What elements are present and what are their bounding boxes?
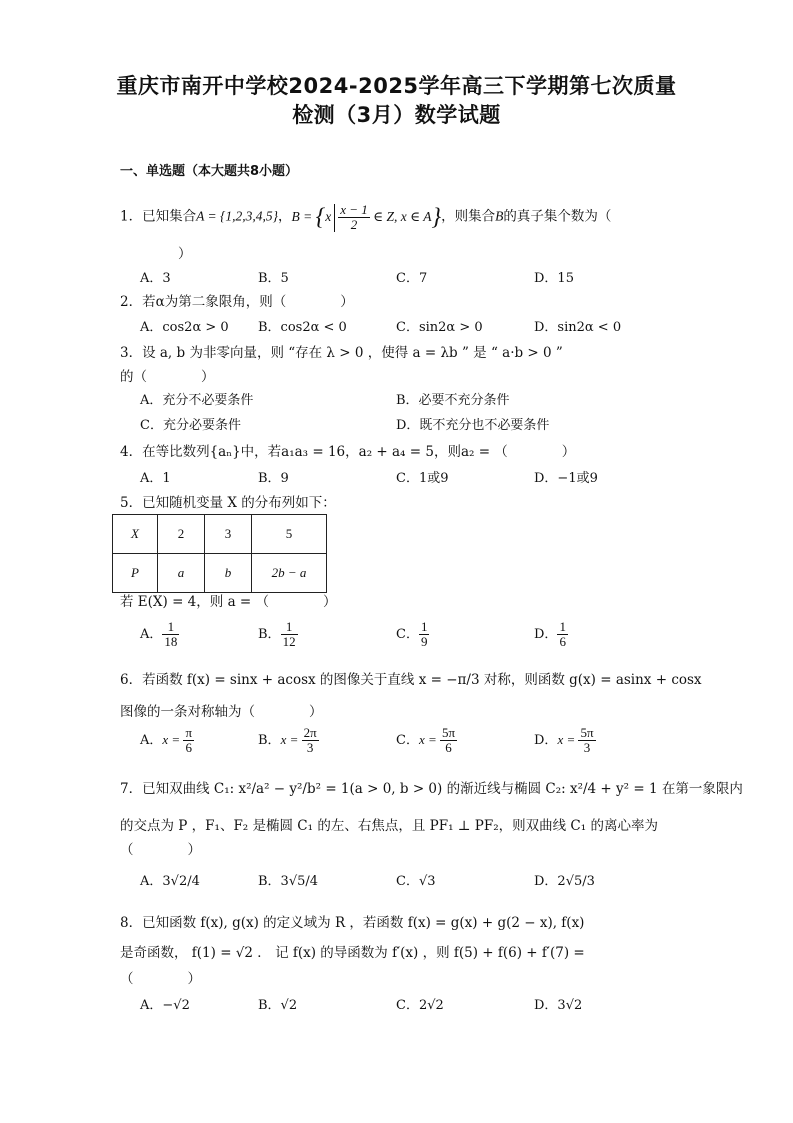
option-a: A．−√2 <box>140 998 190 1013</box>
frac-num: 5π <box>580 725 594 740</box>
frac-den: 6 <box>559 634 566 649</box>
question-number: 1． <box>120 208 143 225</box>
option-label: C． <box>396 627 419 642</box>
question-7-close: （ ） <box>120 842 201 858</box>
frac-den: 3 <box>583 740 591 755</box>
question-5: 5．已知随机变量 X 的分布列如下： <box>120 495 336 511</box>
option-a: A．3 <box>140 271 171 286</box>
frac-num: 1 <box>559 619 566 634</box>
exam-title-line1: 重庆市南开中学校2024-2025学年高三下学期第七次质量 <box>116 74 677 98</box>
question-8-cont: 是奇函数， f(1) = √2 ． 记 f(x) 的导函数为 f′(x) ，则 f(5) + f(6) + f′(7) = <box>120 945 585 961</box>
table-row <box>113 515 327 554</box>
table-cell: 2b − a <box>252 554 327 593</box>
option-b <box>258 620 298 649</box>
option-d: D．−1或9 <box>534 471 598 486</box>
option-c: C．√3 <box>396 874 436 889</box>
option-b: B．9 <box>258 471 289 486</box>
question-6-cont: 图像的一条对称轴为（ ） <box>120 704 323 720</box>
table-cell: X <box>113 515 158 554</box>
question-7-cont: 的交点为 P ，F₁、F₂ 是椭圆 C₁ 的左、右焦点，且 PF₁ ⊥ PF₂，则双曲线 C₁ 的离心率为 <box>120 818 658 834</box>
option-label: C． <box>396 733 419 748</box>
option-a: A．3√2/4 <box>140 874 200 889</box>
option-d: D．sin2α < 0 <box>534 320 622 335</box>
option-d: D．x = $\frac{5\pi}{3}$ <box>534 725 594 755</box>
set-a-expr: A = {1,2,3,4,5} <box>196 208 279 224</box>
question-1: 1．已知集合A = {1,2,3,4,5}，B = {x $\frac{x - 1}{2}$ ∈ Z, x ∈ A}，则集合B的真子集个数为（ <box>120 202 612 232</box>
question-5-cont: 若 E(X) = 4，则 a = （ ） <box>120 594 337 610</box>
option-d <box>534 620 568 649</box>
option-a <box>140 620 179 649</box>
option-d: D．既不充分也不必要条件 <box>396 418 550 433</box>
option-a: A．x = $\frac{\pi}{6}$ <box>140 725 193 755</box>
option-c <box>396 620 429 649</box>
table-cell: 2 <box>158 515 205 554</box>
option-b: B．cos2α < 0 <box>258 320 347 335</box>
question-4: 4．在等比数列{aₙ}中，若a₁a₃ = 16，a₂ + a₄ = 5，则a₂ = （ ） <box>120 444 576 460</box>
option-c: C．充分必要条件 <box>140 418 241 433</box>
question-2: 2．若α为第二象限角，则（ ） <box>120 294 354 310</box>
option-label: B． <box>258 627 281 642</box>
set-b-name: B <box>495 208 504 224</box>
frac-den: 18 <box>164 634 178 649</box>
option-label: B． <box>258 733 281 748</box>
option-d: D．3√2 <box>534 998 583 1013</box>
option-a: A．1 <box>140 471 171 486</box>
question-8-close: （ ） <box>120 971 201 987</box>
question-3-cont: 的（ ） <box>120 369 215 385</box>
frac-den: 6 <box>185 740 192 755</box>
option-c: C．x = $\frac{5\pi}{6}$ <box>396 725 456 755</box>
question-3: 3．设 a, b 为非零向量，则 “存在 λ > 0 ，使得 a = λb ” 是 “ a·b > 0 ” <box>120 345 563 361</box>
frac-den: 6 <box>445 740 452 755</box>
option-a: A．cos2α > 0 <box>140 320 229 335</box>
question-7: 7．已知双曲线 C₁: x²/a² − y²/b² = 1(a > 0, b > 0) 的渐近线与椭圆 C₂: x²/4 + y² = 1 在第一象限内 <box>120 781 743 797</box>
question-text: ，则集合 <box>441 208 496 225</box>
option-b: B．5 <box>258 271 289 286</box>
frac-num: 5π <box>442 725 456 740</box>
table-row <box>113 554 327 593</box>
option-b: B．x = $\frac{2\pi}{3}$ <box>258 725 317 755</box>
set-b-expr: B = {x $\frac{x - 1}{2}$ ∈ Z, x ∈ A} <box>291 202 442 232</box>
section-heading: 一、单选题（本大题共8小题） <box>120 164 299 179</box>
option-d: D．15 <box>534 271 574 286</box>
table-cell: a <box>158 554 205 593</box>
option-c: C．1或9 <box>396 471 449 486</box>
question-8: 8．已知函数 f(x), g(x) 的定义域为 R ，若函数 f(x) = g(x) + g(2 − x), f(x) <box>120 915 585 931</box>
table-cell: P <box>113 554 158 593</box>
frac-num: 1 <box>281 620 298 635</box>
frac-num: 1 <box>162 620 179 635</box>
question-6: 6．若函数 f(x) = sinx + acosx 的图像关于直线 x = −π/3 对称，则函数 g(x) = asinx + cosx <box>120 672 702 688</box>
frac-den: 12 <box>282 634 296 649</box>
frac-den: 9 <box>420 634 428 649</box>
option-label: D． <box>534 627 558 642</box>
option-d: D．2√5/3 <box>534 874 595 889</box>
question-text: 的真子集个数为（ <box>503 208 612 225</box>
table-cell: b <box>205 554 252 593</box>
option-c: C．sin2α > 0 <box>396 320 483 335</box>
exam-title-line2: 检测（3月）数学试题 <box>292 103 501 127</box>
option-a: A．充分不必要条件 <box>140 393 254 408</box>
table-cell: 5 <box>252 515 327 554</box>
option-c: C．7 <box>396 271 428 286</box>
option-b: B．3√5/4 <box>258 874 319 889</box>
question-1-close: ） <box>178 246 192 262</box>
option-label: A． <box>140 627 163 642</box>
frac-num: 1 <box>420 619 428 634</box>
frac-num: 2π <box>303 725 317 740</box>
frac-num: π <box>185 725 193 740</box>
option-label: A． <box>140 733 163 748</box>
table-cell: 3 <box>205 515 252 554</box>
distribution-table <box>112 514 327 593</box>
question-text: 已知集合 <box>142 208 197 225</box>
option-b: B．√2 <box>258 998 298 1013</box>
option-c: C．2√2 <box>396 998 444 1013</box>
option-b: B．必要不充分条件 <box>396 393 510 408</box>
frac-den: 3 <box>306 740 314 755</box>
option-label: D． <box>534 733 558 748</box>
